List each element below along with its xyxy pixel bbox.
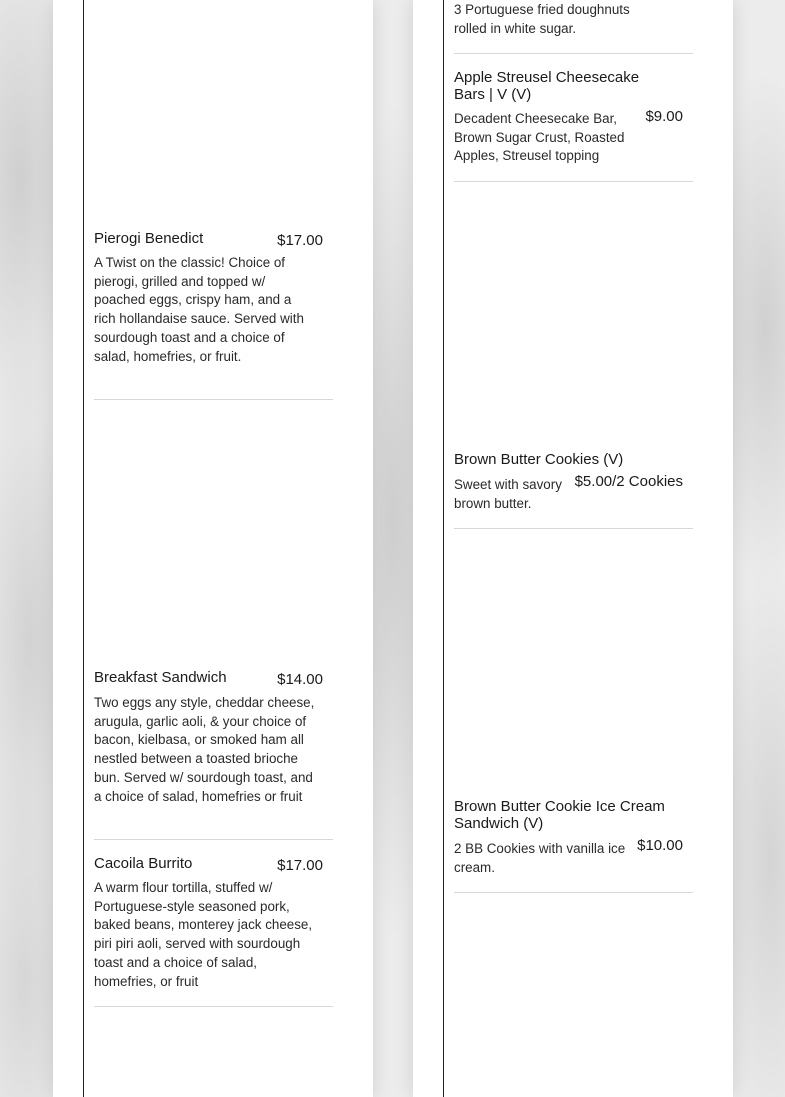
menu-item-fragment[interactable] (454, 0, 693, 54)
menu-item-description: Decadent Cheesecake Bar, Brown Sugar Crust, Roasted Apples, Streusel topping (454, 111, 625, 164)
menu-item-price: $9.00 (645, 108, 683, 125)
menu-item-description: 2 BB Cookies with vanilla ice cream. (454, 841, 626, 875)
menu-item-title: Brown Butter Cookie Ice Cream Sandwich (V) (454, 798, 665, 832)
menu-item-price: $17.00 (277, 857, 323, 874)
menu-item-title: Pierogi Benedict (94, 230, 204, 247)
menu-item-title: Breakfast Sandwich (94, 669, 227, 686)
menu-item-price: $14.00 (277, 671, 323, 688)
menu-item-description: A Twist on the classic! Choice of pierogi, grilled and topped w/ poached eggs, crispy ham, and a rich hollandaise sauce. Served with sourdough toast and a choice of salad, homefries, or fruit. (94, 255, 304, 364)
menu-item-pierogi-benedict[interactable] (94, 228, 333, 400)
menu-item-price: $17.00 (277, 232, 323, 249)
menu-panel-left (53, 0, 373, 1097)
menu-item-price: $5.00/2 Cookies (574, 473, 683, 490)
menu-item-breakfast-sandwich[interactable] (94, 667, 333, 840)
menu-item-description: Two eggs any style, cheddar cheese, arugula, garlic aoli, & your choice of bacon, kielbasa, or smoked ham all nestled between a toasted brioche bun. Served w/ sourdough toast, and a choice of salad, homefries or fruit (94, 695, 315, 804)
menu-item-apple-streusel-cheesecake-bars[interactable] (454, 67, 693, 182)
menu-item-description: 3 Portuguese fried doughnuts rolled in white sugar. (454, 2, 630, 36)
menu-panel-right (413, 0, 733, 1097)
menu-item-brown-butter-cookies[interactable] (454, 449, 693, 529)
column-divider-line (443, 0, 444, 1097)
menu-item-description: A warm flour tortilla, stuffed w/ Portuguese-style seasoned pork, baked beans, monterey jack cheese, piri piri aoli, served with sourdough toast and a choice of salad, homefries, or fruit (94, 880, 313, 989)
menu-item-price: $10.00 (637, 837, 683, 854)
column-divider-line (83, 0, 84, 1097)
menu-item-brown-butter-cookie-ice-cream-sandwich[interactable] (454, 796, 693, 893)
menu-item-title: Brown Butter Cookies (V) (454, 451, 624, 468)
menu-item-description: Sweet with savory brown butter. (454, 477, 562, 511)
menu-item-title: Apple Streusel Cheesecake Bars | V (V) (454, 69, 640, 103)
menu-item-title: Cacoila Burrito (94, 855, 193, 872)
menu-item-cacoila-burrito[interactable] (94, 853, 333, 1007)
